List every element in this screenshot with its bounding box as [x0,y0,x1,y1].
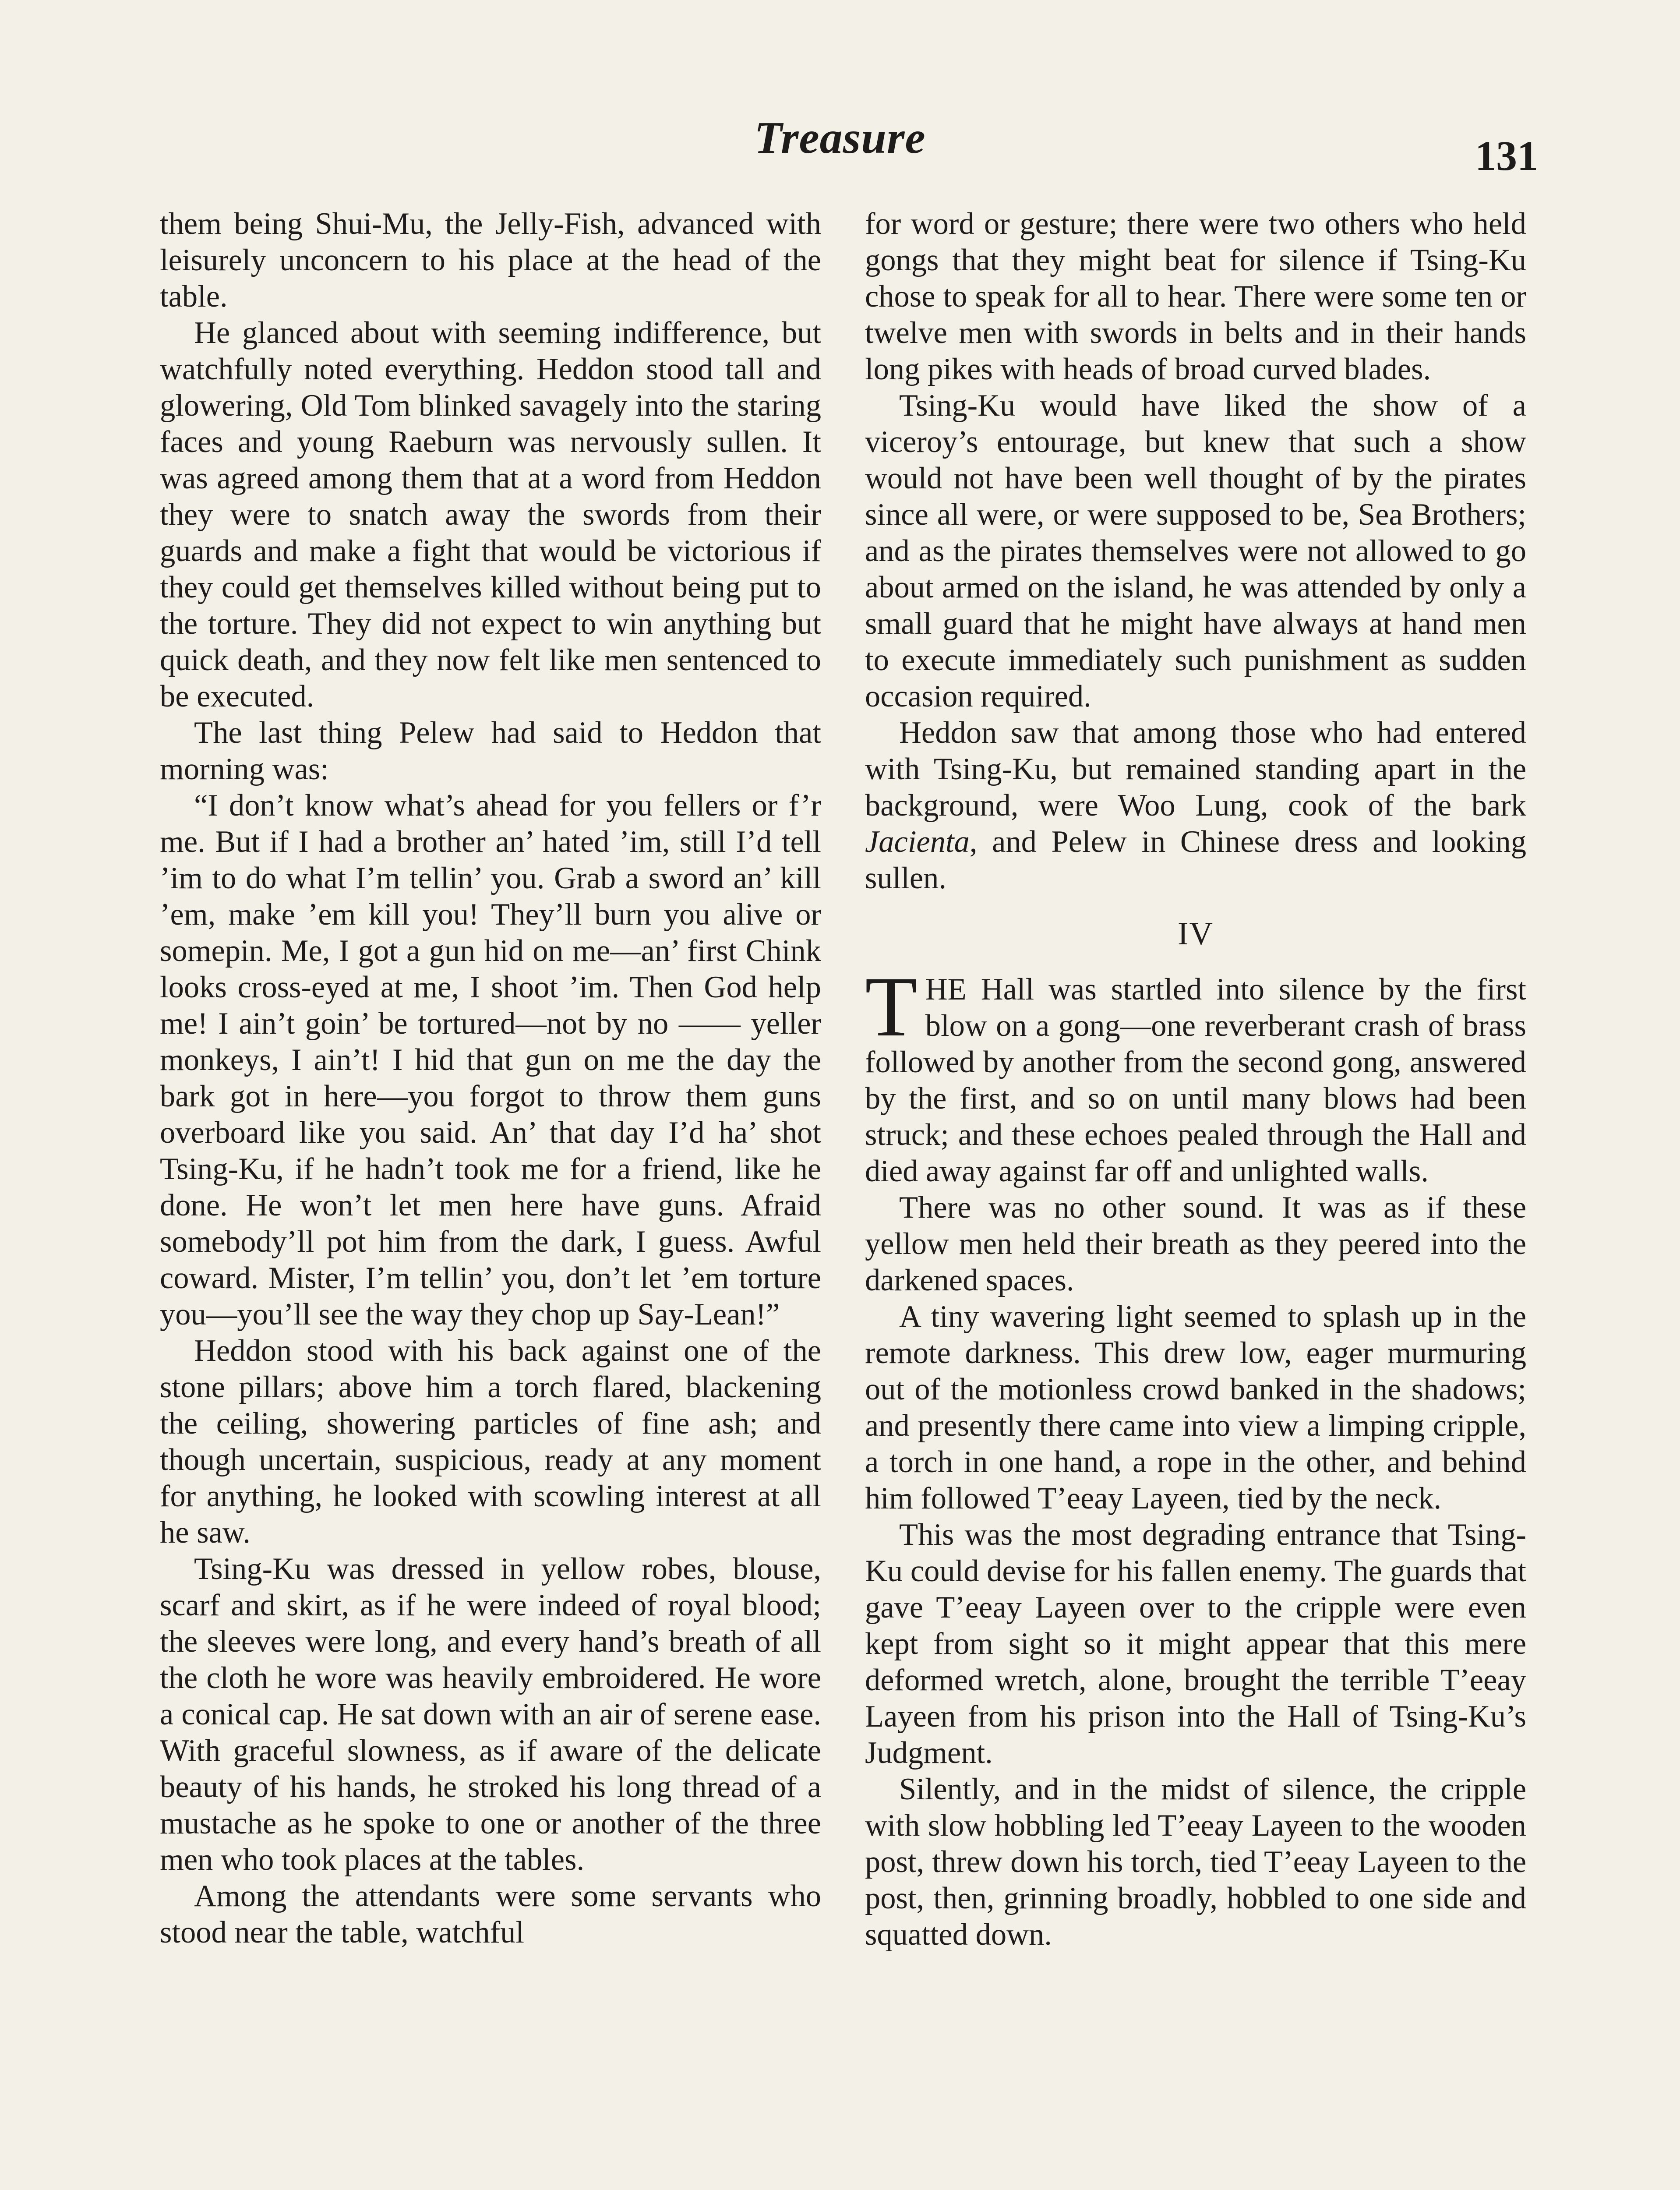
paragraph: them being Shui-Mu, the Jelly-Fish, advanced with leisurely unconcern to his place at the head of the table. [160,207,821,314]
dropcap-paragraph [865,959,1526,1190]
drop-cap-letter: T [865,959,918,1054]
paragraph [865,715,1526,897]
paragraph: Tsing-Ku was dressed in yellow robes, blouse, scarf and skirt, as if he were indeed of royal blood; the sleeves were long, and every hand’s breath of all the cloth he wore was heavily embroidered. He wore a conical cap. He sat down with an air of serene ease. With graceful slowness, as if aware of the delicate beauty of his hands, he stroked his long thread of a mustache as he spoke to one or another of the three men who took places at the tables. [160,1552,821,1877]
paragraph: He glanced about with seeming indifference, but watchfully noted everything. Heddon stood tall and glowering, Old Tom blinked savagely into the staring faces and young Raeburn was nervously sullen. It was agreed among them that at a word from Heddon they were to snatch away the swords from their guards and make a fight that would be victorious if they could get themselves killed without being put to the torture. They did not expect to win anything but quick death, and they now felt like men sentenced to be executed. [160,316,821,714]
paragraph: Silently, and in the midst of silence, the cripple with slow hobbling led T’eeay Layeen to the wooden post, threw down his torch, tied T’eeay Layeen to the post, then, grinning broadly, hobbled to one side and squatted down. [865,1772,1526,1952]
left-column [160,206,821,2190]
paragraph: The last thing Pelew had said to Heddon that morning was: [160,716,821,786]
paragraph: A tiny wavering light seemed to splash up in the remote darkness. This drew low, eager murmuring out of the motionless crowd banked in the shadows; and presently there came into view a limping cripple, a torch in one hand, a rope in the other, and behind him followed T’eeay Layeen, tied by the neck. [865,1300,1526,1515]
paragraph: “I don’t know what’s ahead for you fellers or f’r me. But if I had a brother an’ hated ’im, still I’d tell ’im to do what I’m tellin’ you. Grab a sword an’ kill ’em, make ’em kill you! They’ll burn you alive or somepin. Me, I got a gun hid on me—an’ first Chink looks cross-eyed at me, I shoot ’im. Then God help me! I ain’t goin’ be tortured—not by no —— yeller monkeys, I ain’t! I hid that gun on me the day the bark got in here—you forgot to throw them guns overboard like you said. An’ that day I’d ha’ shot Tsing-Ku, if he hadn’t took me for a friend, like he done. He won’t let men here have guns. Afraid somebody’ll pot him from the dark, I guess. Awful coward. Mister, I’m tellin’ you, don’t let ’em torture you—you’ll see the way they chop up Say-Lean!” [160,788,821,1332]
paragraph-text: , and Pelew in Chinese dress and looking sullen. [865,825,1526,895]
paragraph-text: HE Hall was startled into silence by the first blow on a gong—one reverberant crash of brass followed by another from the second gong, answered by the first, and so on until many blows had been struck; and these echoes pealed through the Hall and died away against far off and unlighted walls. [865,972,1526,1188]
paragraph-text: Heddon saw that among those who had entered with Tsing-Ku, but remained standing apart in the background, were Woo Lung, cook of the bark [865,716,1526,823]
running-header-title: Treasure [754,113,926,163]
paragraph: for word or gesture; there were two others who held gongs that they might beat for silence if Tsing-Ku chose to speak for all to hear. There were some ten or twelve men with swords in belts and in their hands long pikes with heads of broad curved blades. [865,207,1526,386]
paragraph: Among the attendants were some servants who stood near the table, watchful [160,1879,821,1950]
paragraph: Tsing-Ku would have liked the show of a viceroy’s entourage, but knew that such a show would not have been well thought of by the pirates since all were, or were supposed to be, Sea Brothers; and as the pirates themselves were not allowed to go about armed on the island, he was attended by only a small guard that he might have always at hand men to execute immediately such punishment as sudden occasion required. [865,389,1526,714]
paragraph: There was no other sound. It was as if these yellow men held their breath as they peered into the darkened spaces. [865,1190,1526,1297]
page-number: 131 [1475,132,1538,179]
right-column [865,206,1526,2190]
paragraph: Heddon stood with his back against one of the stone pillars; above him a torch flared, blackening the ceiling, showering particles of fine ash; and though uncertain, suspicious, ready at any moment for anything, he looked with scowling interest at all he saw. [160,1334,821,1550]
paragraph: This was the most degrading entrance that Tsing-Ku could devise for his fallen enemy. The guards that gave T’eeay Layeen over to the cripple were even kept from sight so it might appear that this mere deformed wretch, alone, brought the terrible T’eeay Layeen from his prison into the Hall of Tsing-Ku’s Judgment. [865,1518,1526,1770]
section-heading: IV [1177,916,1214,952]
ship-name: Jacienta [865,825,970,859]
